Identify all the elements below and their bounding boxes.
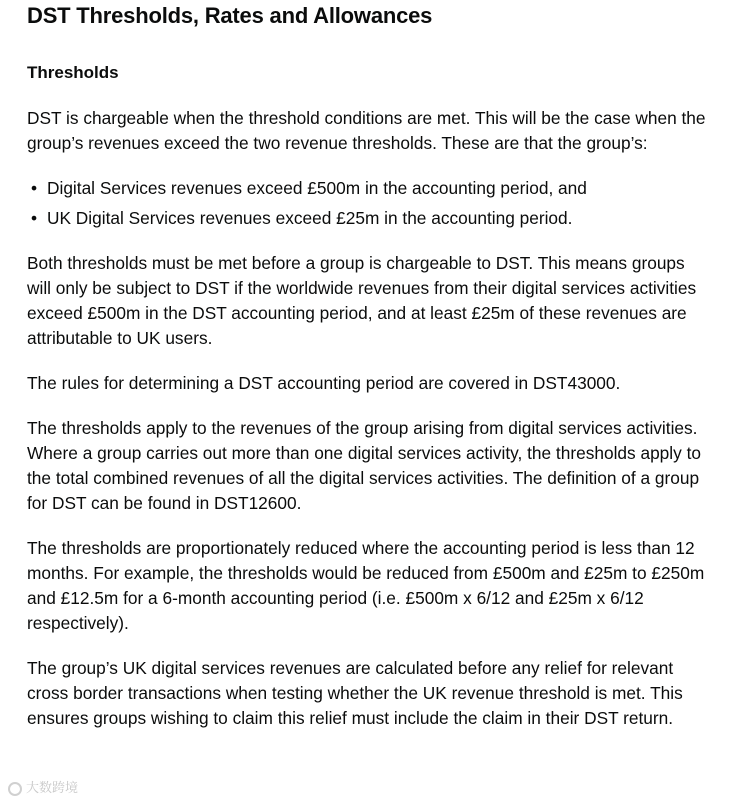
threshold-list — [27, 176, 707, 231]
watermark-logo-icon — [8, 782, 22, 796]
paragraph: Both thresholds must be met before a group is chargeable to DST. This means groups will only be subject to DST if the worldwide revenues from their digital services activities exceed £500m in the DST accounting period, and at least £25m of these revenues are attributable to UK users. — [27, 253, 697, 348]
paragraph: The thresholds apply to the revenues of the group arising from digital services activities. Where a group carries out more than one digital services activity, the thresholds apply to the total combined revenues of all the digital services activities. The definition of a group for DST can be found in DST12600. — [27, 418, 701, 513]
page-title: DST Thresholds, Rates and Allowances — [27, 3, 433, 28]
watermark — [8, 777, 78, 796]
section-heading: Thresholds — [27, 63, 119, 82]
paragraph: The group’s UK digital services revenues are calculated before any relief for relevant cross border transactions when testing whether the UK revenue threshold is met. This ensures groups wishing to claim this relief must include the claim in their DST return. — [27, 658, 683, 728]
list-item: • UK Digital Services revenues exceed £25m in the accounting period. — [27, 206, 707, 231]
paragraph: The thresholds are proportionately reduced where the accounting period is less than 12 months. For example, the thresholds would be reduced from £500m and £25m to £250m and £12.5m for a 6-month accounting period (i.e. £500m x 6/12 and £25m x 6/12 respectively). — [27, 538, 705, 633]
intro-paragraph: DST is chargeable when the threshold conditions are met. This will be the case when the group’s revenues exceed the two revenue thresholds. These are that the group’s: — [27, 108, 706, 153]
list-item: • Digital Services revenues exceed £500m in the accounting period, and — [27, 176, 707, 201]
document-body — [27, 106, 707, 751]
watermark-text: 大数跨境 — [26, 781, 79, 796]
paragraph: The rules for determining a DST accounting period are covered in DST43000. — [27, 373, 621, 393]
